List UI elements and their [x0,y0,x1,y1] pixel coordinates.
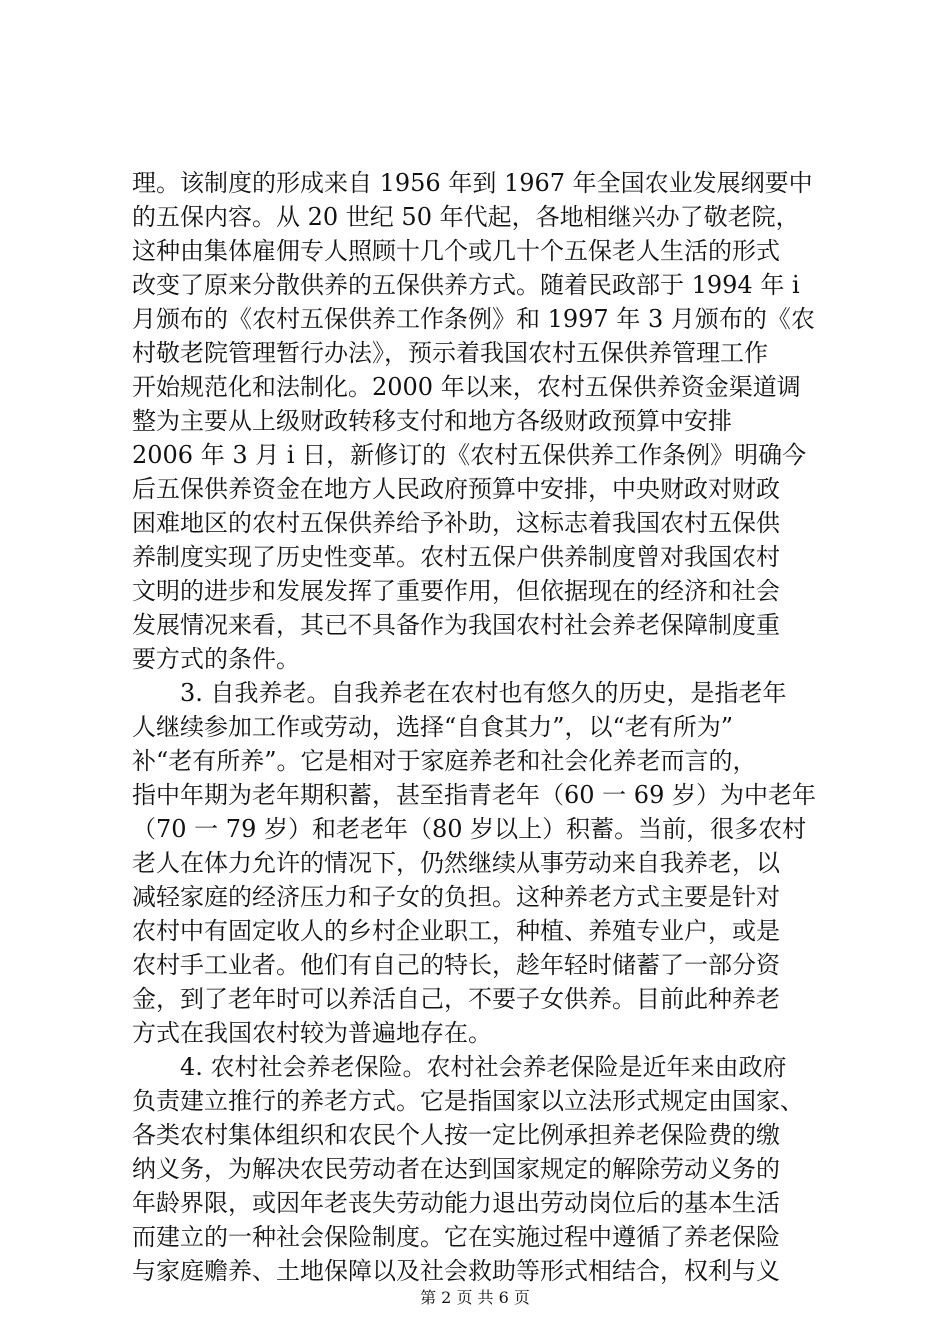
text-line: 与家庭赡养、土地保障以及社会救助等形式相结合，权利与义 [132,1257,780,1285]
text-line: 老人在体力允许的情况下，仍然继续从事劳动来自我养老，以 [132,849,780,877]
text-line: 而建立的一种社会保险制度。它在实施过程中遵循了养老保险 [132,1223,780,1251]
text-line: 养制度实现了历史性变革。农村五保户供养制度曾对我国农村 [132,543,780,571]
text-line: （70 一 79 岁）和老老年（80 岁以上）积蓄。当前，很多农村 [132,815,807,843]
text-line: 文明的进步和发展发挥了重要作用，但依据现在的经济和社会 [132,577,780,605]
text-line: 金，到了老年时可以养活自己，不要子女供养。目前此种养老 [132,985,780,1013]
text-line: 3. 自我养老。自我养老在农村也有悠久的历史，是指老年 [132,679,787,707]
text-line: 方式在我国农村较为普遍地存在。 [132,1019,492,1047]
text-line: 理。该制度的形成来自 1956 年到 1967 年全国农业发展纲要中 [132,169,813,197]
text-line: 改变了原来分散供养的五保供养方式。随着民政部于 1994 年 i [132,271,800,299]
text-line: 月颁布的《农村五保供养工作条例》和 1997 年 3 月颁布的《农 [132,305,815,333]
text-line: 负责建立推行的养老方式。它是指国家以立法形式规定由国家、 [132,1087,804,1115]
text-line: 的五保内容。从 20 世纪 50 年代起，各地相继兴办了敬老院， [132,203,800,231]
text-line: 村敬老院管理暂行办法》，预示着我国农村五保供养管理工作 [132,339,768,367]
text-line: 指中年期为老年期积蓄，甚至指青老年（60 一 69 岁）为中老年 [132,781,816,809]
text-line: 年龄界限，或因年老丧失劳动能力退出劳动岗位后的基本生活 [132,1189,780,1217]
text-line: 补“老有所养”。它是相对于家庭养老和社会化养老而言的， [132,747,757,775]
text-line: 开始规范化和法制化。2000 年以来，农村五保供养资金渠道调 [132,373,801,401]
text-line: 整为主要从上级财政转移支付和地方各级财政预算中安排 [132,407,732,435]
text-line: 各类农村集体组织和农民个人按一定比例承担养老保险费的缴 [132,1121,780,1149]
text-line: 要方式的条件。 [132,645,300,673]
text-line: 4. 农村社会养老保险。农村社会养老保险是近年来由政府 [132,1053,787,1081]
page-number-footer: 第 2 页 共 6 页 [420,1288,530,1307]
text-line: 2006 年 3 月 i 日，新修订的《农村五保供养工作条例》明确今 [132,441,807,469]
text-line: 减轻家庭的经济压力和子女的负担。这种养老方式主要是针对 [132,883,780,911]
text-line: 困难地区的农村五保供养给予补助，这标志着我国农村五保供 [132,509,780,537]
text-line: 农村中有固定收人的乡村企业职工，种植、养殖专业户，或是 [132,917,780,945]
text-line: 后五保供养资金在地方人民政府预算中安排，中央财政对财政 [132,475,780,503]
text-line: 人继续参加工作或劳动，选择“自食其力”，以“老有所为” [132,713,734,741]
text-line: 纳义务，为解决农民劳动者在达到国家规定的解除劳动义务的 [132,1155,780,1183]
text-line: 发展情况来看，其已不具备作为我国农村社会养老保障制度重 [132,611,780,639]
text-line: 农村手工业者。他们有自己的特长，趁年轻时储蓄了一部分资 [132,951,780,979]
text-line: 这种由集体雇佣专人照顾十几个或几十个五保老人生活的形式 [132,237,780,265]
document-body [132,166,832,1288]
